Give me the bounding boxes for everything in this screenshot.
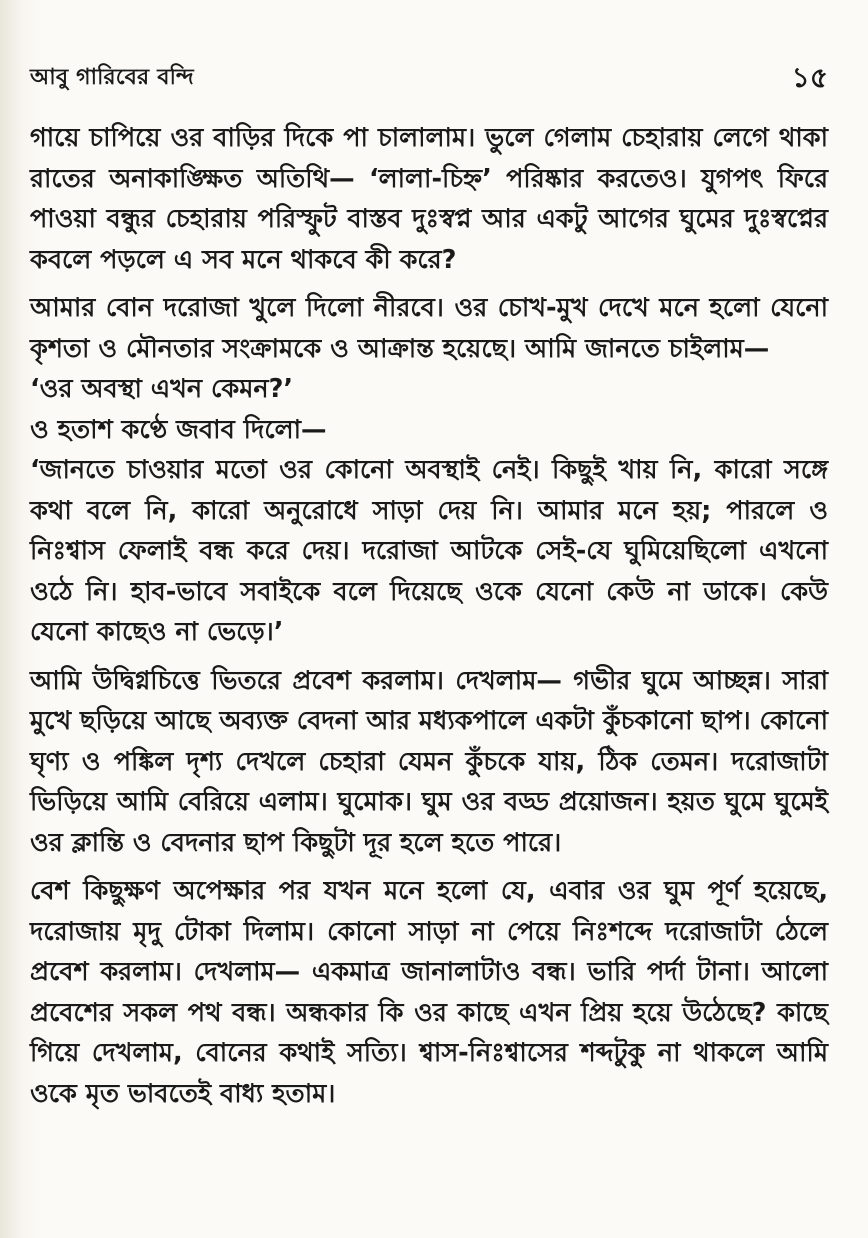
paragraph-4: আমি উদ্বিগ্নচিত্তে ভিতরে প্রবেশ করলাম। দেখলাম— গভীর ঘুমে আচ্ছন্ন। সারা মুখে ছড়িয়ে আছে অব্যক্ত বেদনা আর মধ্যকপালে একটা কুঁচকানো ছাপ। কোনো ঘৃণ্য ও পঙ্কিল দৃশ্য দেখলে চেহারা যেমন কুঁচকে যায়, ঠিক তেমন। দরোজাটা ভিড়িয়ে আমি বেরিয়ে এলাম। ঘুমোক। ঘুম ওর বড্ড প্রয়োজন। হয়ত ঘুমে ঘুমেই ওর ক্লান্তি ও বেদনার ছাপ কিছুটা দূর হলে হতে পারে। (30, 665, 828, 858)
paragraph-2: আমার বোন দরোজা খুলে দিলো নীরবে। ওর চোখ-মুখ দেখে মনে হলো যেনো কৃশতা ও মৌনতার সংক্রামকে ও আক্রান্ত হয়েছে। আমি জানতে চাইলাম— (30, 293, 828, 364)
running-title: আবু গারিবের বন্দি (30, 65, 194, 90)
page-header (30, 56, 828, 96)
dialogue-line-question: ‘ওর অবস্থা এখন কেমন?’ (30, 374, 294, 404)
paragraph-3: ‘জানতে চাওয়ার মতো ওর কোনো অবস্থাই নেই। কিছুই খায় নি, কারো সঙ্গে কথা বলে নি, কারো অনুরোধে সাড়া দেয় নি। আমার মনে হয়; পারলে ও নিঃশ্বাস ফেলাই বন্ধ করে দেয়। দরোজা আটকে সেই-যে ঘুমিয়েছিলো এখনো ওঠে নি। হাব-ভাবে সবাইকে বলে দিয়েছে ওকে যেনো কেউ না ডাকে। কেউ যেনো কাছেও না ভেড়ে।’ (30, 455, 828, 647)
page-number: ১৫ (791, 61, 828, 94)
paragraph-1: গায়ে চাপিয়ে ওর বাড়ির দিকে পা চালালাম। ভুলে গেলাম চেহারায় লেগে থাকা রাতের অনাকাঙ্ক্ষিত অতিথি— ‘লালা-চিহ্ন’ পরিষ্কার করতেও। যুগপৎ ফিরে পাওয়া বন্ধুর চেহারায় পরিস্ফুট বাস্তব দুঃস্বপ্ন আর একটু আগের ঘুমের দুঃস্বপ্নের কবলে পড়লে এ সব মনে থাকবে কী করে? (30, 123, 828, 275)
dialogue-line-intro: ও হতাশ কণ্ঠে জবাব দিলো— (30, 414, 327, 445)
body-text (30, 118, 828, 1122)
paragraph-5: বেশ কিছুক্ষণ অপেক্ষার পর যখন মনে হলো যে, এবার ওর ঘুম পূর্ণ হয়েছে, দরোজায় মৃদু টোকা দিলাম। কোনো সাড়া না পেয়ে নিঃশব্দে দরোজাটা ঠেলে প্রবেশ করলাম। দেখলাম— একমাত্র জানালাটাও বন্ধ। ভারি পর্দা টানা। আলো প্রবেশের সকল পথ বন্ধ। অন্ধকার কি ওর কাছে এখন প্রিয় হয়ে উঠেছে? কাছে গিয়ে দেখলাম, বোনের কথাই সত্যি। শ্বাস-নিঃশ্বাসের শব্দটুকু না থাকলে আমি ওকে মৃত ভাবতেই বাধ্য হতাম। (30, 876, 828, 1109)
